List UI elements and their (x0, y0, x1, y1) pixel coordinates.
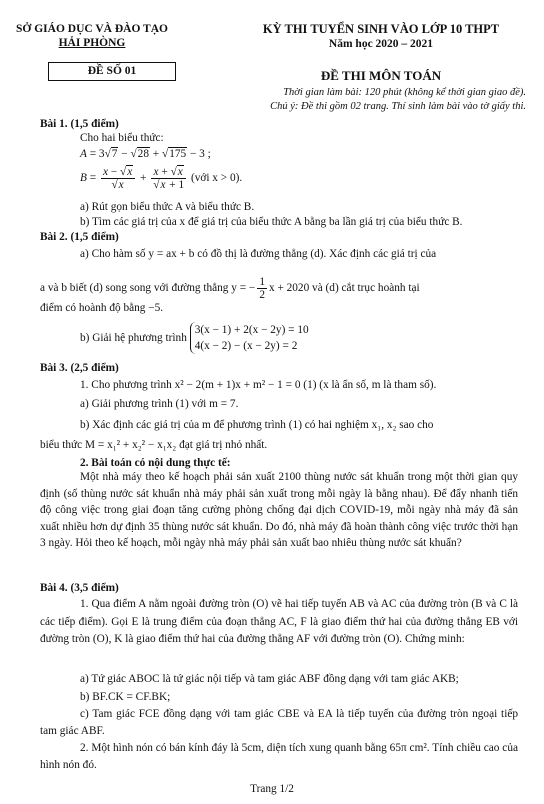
page-number: Trang 1/2 (250, 783, 294, 795)
exam-name: KỲ THI TUYỂN SINH VÀO LỚP 10 THPT (262, 22, 500, 36)
time-note: Thời gian làm bài: 120 phút (không kể thời gian giao đề). (283, 87, 526, 98)
bai1-part-a: a) Rút gọn biểu thức A và biểu thức B. (80, 201, 255, 213)
subject-title: ĐỀ THI MÔN TOÁN (320, 68, 442, 83)
bai2-a2-post: x + 2020 và (d) cắt trục hoành tại (268, 282, 420, 295)
system-eq1: 3(x − 1) + 2(x − 2y) = 10 (194, 324, 309, 336)
bai3-q1: 1. Cho phương trình x² − 2(m + 1)x + m² − 1 = 0 (1) (x là ẩn số, m là tham số). (80, 379, 437, 391)
exam-header (236, 22, 526, 52)
bai3-q2-heading: 2. Bài toán có nội dung thực tế: (80, 457, 231, 469)
school-year: Năm học 2020 – 2021 (328, 38, 434, 50)
page-note: Chú ý: Đề thi gồm 02 trang. Thí sinh làm bài vào tờ giấy thi. (270, 101, 526, 112)
department-header (6, 22, 178, 50)
bai3-q1b-line2: biểu thức M = x₁² + x₂² − x₁x₂ đạt giá trị nhỏ nhất. (40, 439, 268, 451)
bai2-b-label: b) Giải hệ phương trình (80, 332, 187, 344)
bai3-heading: Bài 3. (2,5 điểm) (40, 362, 119, 374)
city-name: HẢI PHÒNG (58, 37, 126, 49)
bai2-part-a-line3: điểm có hoành độ bằng −5. (40, 302, 164, 314)
department-name: SỞ GIÁO DỤC VÀ ĐÀO TẠO (16, 23, 168, 35)
bai4-q2-text: 2. Một hình nón có bán kính đáy là 5cm, diện tích xung quanh bằng 65π cm². Tính chiều cao của hình nón đó. (40, 742, 518, 771)
bai1-heading: Bài 1. (1,5 điểm) (40, 118, 119, 130)
bai4-q1-text: 1. Qua điểm A nằm ngoài đường tròn (O) vẽ hai tiếp tuyến AB và AC của đường tròn (B và C là các tiếp điểm). Gọi E là trung điểm của đoạn thẳng AC, F là giao điểm thứ hai của đường thẳng EB với đường tròn (O), K là giao điểm thứ hai của đường thẳng AF với đường tròn (O). Chứng minh: (40, 598, 518, 645)
system-eq2: 4(x − 2) − (x − 2y) = 2 (194, 340, 298, 352)
bai2-heading: Bài 2. (1,5 điểm) (40, 231, 119, 243)
bai2-part-a-line2 (40, 276, 420, 301)
exam-code-box: ĐỀ SỐ 01 (48, 62, 176, 81)
bai2-a2-pre: a và b biết (d) song song với đường thẳng y = − (40, 282, 256, 295)
bai4-q1c: c) Tam giác FCE đồng dạng với tam giác CBE và EA là tiếp tuyến của đường tròn ngoại tiếp tam giác ABF. (40, 708, 518, 737)
bai2-part-b (80, 322, 309, 354)
bai3-q1b: b) Xác định các giá trị của m để phương trình (1) có hai nghiệm x₁, x₂ sao cho (80, 419, 434, 431)
bai3-q2-text: Một nhà máy theo kế hoạch phải sản xuất 2100 thùng nước sát khuẩn trong một thời gian quy định (số thùng nước sát khuẩn nhà máy phải sản xuất trong mỗi ngày là bằng nhau). Để đẩy nhanh tiến độ công việc trong giai đoạn tăng cường phòng chống đại dịch COVID-19, mỗi ngày nhà máy đã sản xuất nhiều hơn dự định 35 thùng nước sát khuẩn. Do đó, nhà máy đã hoàn thành công việc trước thời hạn 3 ngày. Hỏi theo kế hoạch, mỗi ngày nhà máy phải sản xuất bao nhiêu thùng nước sát khuẩn? (40, 471, 518, 549)
bai3-q1a: a) Giải phương trình (1) với m = 7. (80, 398, 239, 410)
bai1-condition: (với x > 0). (190, 172, 243, 185)
bai1-intro: Cho hai biểu thức: (80, 132, 164, 144)
bai4-heading: Bài 4. (3,5 điểm) (40, 582, 119, 594)
expression-b: B = $\frac{x - √x}{√x}$ + $\frac{x + √x}{√x + 1}$ (với x > 0). (80, 166, 243, 191)
bai4-q1a: a) Tứ giác ABOC là tứ giác nội tiếp và tam giác ABF đồng dạng với tam giác AKB; (80, 673, 459, 685)
fraction-2: $\frac{x + √x}{√x + 1}$ (153, 166, 185, 191)
equation-system (190, 322, 309, 354)
bai2-part-a-line1: a) Cho hàm số y = ax + b có đồ thị là đường thẳng (d). Xác định các giá trị của (80, 248, 437, 260)
fraction-1: $\frac{x - √x}{√x}$ (101, 166, 135, 191)
bai4-q1b: b) BF.CK = CF.BK; (80, 691, 171, 703)
bai1-part-b: b) Tìm các giá trị của x để giá trị của biểu thức A bằng ba lần giá trị của biểu thức B. (80, 216, 463, 228)
expression-a: A = 3√7 − √28 + √175 − 3 ; (80, 148, 211, 160)
fraction-half: $\frac{1}{2}$ (259, 276, 265, 301)
